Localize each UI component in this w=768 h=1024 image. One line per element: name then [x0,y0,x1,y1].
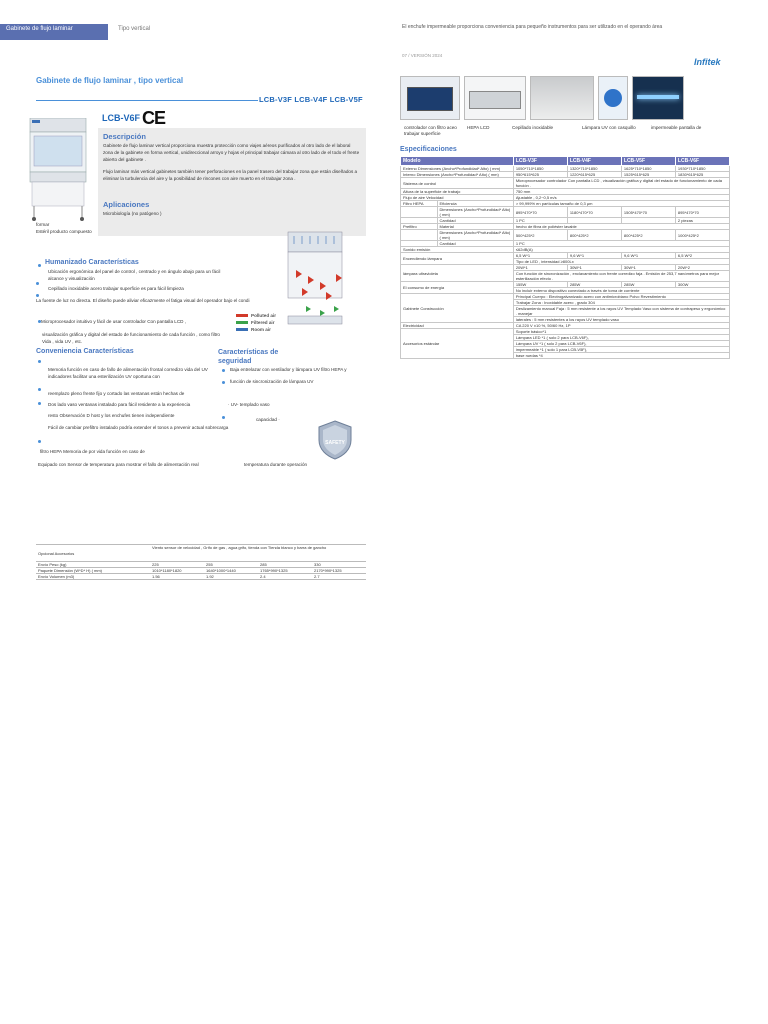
table-cell: Interno Dimensiones (Ancho*Profundidad* Alto) ( mm) [401,172,514,178]
table-cell: 285W [621,282,675,288]
table-cell: Encendiendo lámpara [401,253,514,265]
humanized-item-5: visualización gráfica y digital del estado de funcionamiento de cada función , como filtro Vida , vida UV , etc. [42,332,220,344]
table-cell: Paquete Dimensión (W*D* H) ( mm) [36,568,150,574]
convenience-heading: Conveniencia Características [36,348,134,355]
thumb-hepa [464,76,526,120]
table-cell: 800*425*2 [567,230,621,241]
table-cell [401,207,438,218]
table-cell: Electricidad [401,323,514,329]
table-row [36,574,366,580]
table-cell: 300W [675,282,729,288]
thumb-stainless [530,76,594,120]
table-cell: impermeable *1 ( solo 1 para LCB-V5F), [513,347,729,353]
thumb-caption: Lámpara UV con casquillo [582,125,636,130]
thumb-caption: HEPA LCD [467,125,490,130]
table-cell: 2.4 [258,574,312,580]
table-cell: ≤62dB(A) [513,247,729,253]
bullet-dot [38,360,41,363]
table-cell: Dimensiones (Ancho*Profundidad* Alto)( mm) [437,230,513,241]
table-header-row [401,157,730,166]
table-cell: 1765*990*1325 [258,568,312,574]
bullet-dot [222,369,225,372]
table-cell: 9,6 W*1 [567,253,621,259]
options-table [36,544,366,580]
table-cell: Externo Dimensiones (Ancho*Profundidad* Alto) ( mm) [401,166,514,172]
humanized-item-1: Ubicación ergonómica del panel de control , centrado y en ángulo abajo para un fácil alcance y visualización [48,269,221,281]
table-cell: 155W [513,282,567,288]
table-cell: Material [437,224,513,230]
legend-item [236,312,276,319]
table-cell: Opcional Accesorios [36,545,150,562]
table-cell: 1830*615*625 [675,172,729,178]
table-cell: 1505*470*70 [621,207,675,218]
table-cell: 1 PC [513,241,729,247]
table-cell: 255 [204,562,258,568]
table-cell: Eficiencia [437,201,513,207]
table-cell: 1.92 [204,574,258,580]
table-cell: El consumo de energía [401,282,514,294]
table-cell: Soporte básico*1 [513,329,729,335]
table-cell: 1010*1180*1820 [150,568,204,574]
table-cell: Altura de la superficie de trabajo [401,189,514,195]
note-forming: formar [36,222,50,227]
table-cell: Lámpara UV *1 ( solo 2 para LCB-V6F), [513,341,729,347]
humanized-heading: Humanizado Características [45,259,139,266]
table-cell: Sistema de control [401,178,514,189]
table-cell: lámpara ultravioleta [401,265,514,282]
table-cell: Cantidad [437,241,513,247]
table-cell: Filtro HEPA [401,201,438,207]
table-header-cell: LCB-V3F [513,157,567,166]
table-cell [401,230,438,241]
legend-item [236,319,276,326]
table-header-cell: Modelo [401,157,514,166]
table-cell: Trabajar Zona : Inoxidable acero , grado 304 [513,300,729,306]
table-cell: 6,5 W*1 [513,253,567,259]
category-subtitle: Tipo vertical [118,26,151,32]
table-cell: 30W*1 [621,265,675,271]
safety-item-5: temperatura durante operación [244,462,308,467]
convenience-item-2: reemplazo pleno frente fijo y cortado las ventanas están hechas de [48,391,185,396]
table-cell: CA 220 V ±10 %, 50/60 Hz, 1P [513,323,729,329]
version-label: 07 / VERSIÓN 2024 [402,53,443,58]
humanized-item-2: Cepillado inoxidable acero trabajar superficie es para fácil limpieza [48,286,184,291]
bullet-dot [38,264,41,267]
convenience-item-6: filtro HEPA Memoria de por vida función en caso de [40,449,145,454]
table-cell: Con función de sincronización , enclavamiento con frente corredizo faja . Emisión de 253,7 nanómetros para mejor esterilización efecto . [513,271,729,282]
table-cell: Viento sensor de velocidad , Grifo de gas , agua grifo, tienda con Tienda blanco y barra de gancho [150,545,366,562]
table-cell: > 99,999% en partículas tamaño de 0,3 μm [513,201,729,207]
legend-swatch-filtered [236,321,248,324]
table-cell: 750 mm [513,189,729,195]
safety-badge-label: SAFETY [325,440,345,446]
table-cell: Envío Volumen (m3) [36,574,150,580]
table-cell: Accesorios estándar [401,329,514,359]
safety-item-4: capacidad · [256,417,280,422]
table-cell: 800*425*2 [621,230,675,241]
table-row [401,230,730,241]
title-divider [36,100,258,101]
table-header-cell: LCB-V6F [675,157,729,166]
bullet-dot [222,381,225,384]
table-cell: 1050*710*1850 [513,166,567,172]
table-cell: Flujo de aire Velocidad [401,195,514,201]
cabinet-product-image [28,118,88,222]
thumb-controller [400,76,460,120]
table-cell: 225 [150,562,204,568]
page-title: Gabinete de flujo laminar , tipo vertical [36,76,184,85]
description-text-1: Gabinete de flujo laminar vertical proporciona muestra protección como viajes aéreos purificados al otro lado de el laboral zona de la gabinete en forma vertical, unidireccional arroyo y hojas el principal trabajar cámara al otro lado de el todo el frente abierto del gabinete . [103,143,360,162]
table-header-cell: LCB-V4F [567,157,621,166]
socket-icon [604,89,622,107]
safety-item-2: función de sincronización de lámpara UV [230,379,314,384]
table-cell: 1 PC [513,218,567,224]
table-row [401,207,730,218]
table-cell: Ajustable , 0,2~0,5 m/s [513,195,729,201]
convenience-item-5: Fácil de cambiar prefiltro instalado podría extender el tonos a prevenir actual sobrecarga [48,425,229,430]
hepa-filter-icon [469,91,521,109]
table-cell: 1180*470*70 [567,207,621,218]
table-cell: Lámpara LED *1 ( solo 2 para LCB-V6F), [513,335,729,341]
humanized-item-3: La fuente de luz no directa. El diseño puede aliviar eficazmente el fatiga visual del operador bajo el condi [36,298,250,303]
table-cell: 895*470*70 [675,207,729,218]
table-cell: Principal Cuerpo : Electrogalvanizado acero con antimicrobiano Polvo Revestimiento [513,294,729,300]
table-cell: 1625*710*1850 [621,166,675,172]
spec-table [400,156,730,359]
humanized-item-4: Microprocesador intuitivo y fácil de usar controlador Con pantalla LCD , [41,319,187,324]
brand-logo: Infitek [694,57,721,67]
controller-screen-icon [407,87,453,111]
legend-label: Filtered air [251,320,275,325]
bullet-dot [38,440,41,443]
table-cell: 285W [567,282,621,288]
bullet-dot [38,388,41,391]
table-cell: 6,5 W*2 [675,253,729,259]
top-note: El enchufe impermeable proporciona conveniencia para pequeño instrumentos para ser utilizado en el operando área [402,24,663,30]
category-tag-label: Gabinete de flujo laminar [6,26,73,32]
table-cell: 1525*615*625 [621,172,675,178]
table-cell: Sonido emisión [401,247,514,253]
safety-shield-icon [316,420,354,460]
table-cell: 950*615*625 [513,172,567,178]
table-cell: Envío Peso (kg) [36,562,150,568]
table-row [36,545,366,562]
table-cell: 1320*710*1850 [567,166,621,172]
table-cell: 30W*1 [567,265,621,271]
uv-lamp-icon [637,95,679,99]
convenience-item-1: Memoria función en caso de fallo de alimentación frontal corredizo vida del UV indicadores facilitar una esterilización UV oportuna con [48,367,208,379]
note-sterile: Estéril producto compuesto [36,229,92,234]
table-cell: Tipo de LED , intensidad ≥800Lx [513,259,729,265]
table-cell: 1640*1000*1440 [204,568,258,574]
bullet-dot [36,282,39,285]
table-cell: Microprocesador controlador Con pantalla LCD , visualización gráfica y digital del estado de funcionamiento de cada función . [513,178,729,189]
description-text-2: Flujo laminar más vertical gabinetes también tener perforaciones en la panel trasero del trabajar zona que están diseñados a eliminar la turbulencia del aire y la posibilidad de rincones con aire muerto en el trabajar zona . [103,169,358,181]
table-cell: 500*425*2 [513,230,567,241]
model-name [102,108,165,129]
table-row [401,178,730,189]
table-cell: 330 [312,562,366,568]
legend-swatch-room [236,328,248,331]
table-cell: 9,6 W*1 [621,253,675,259]
category-tag [0,24,108,40]
bullet-dot [222,416,225,419]
table-header-cell: LCB-V5F [621,157,675,166]
legend-swatch-polluted [236,314,248,317]
table-cell: Dimensiones (Ancho*Profundidad* Alto)( mm) [437,207,513,218]
thumb-uv-lamp [632,76,684,120]
table-cell: 895*470*70 [513,207,567,218]
table-cell: laterales : 5 mm resistentes a los rayos UV templado vaso [513,317,729,323]
description-heading: Descripción [103,132,146,141]
convenience-item-4: resto Observación D host y los enchufes tienen independiente [48,413,175,418]
table-cell: hecho de fibra de poliéster lavable [513,224,729,230]
thumb-caption: controlador con filtro aceo trabajar superficie [404,125,457,136]
bullet-dot [38,402,41,405]
table-cell: 1000*425*2 [675,230,729,241]
legend-label: Room air [251,327,271,332]
spec-heading: Especificaciones [400,146,457,153]
applications-text: Microbiología (no patógeno ) [103,211,162,216]
thumb-caption: impermeable pantalla de [651,125,702,130]
table-cell: 2.7 [312,574,366,580]
model-list: LCB-V3F LCB-V4F LCB-V5F [259,95,363,104]
convenience-item-3: Dos lado vaso ventanas instalado para fácil residente a la experiencia [48,402,191,407]
thumb-socket [598,76,628,120]
applications-heading: Aplicaciones [103,200,150,209]
airflow-diagram [286,230,366,334]
table-cell: 20W*2 [675,265,729,271]
table-cell: 1220*615*625 [567,172,621,178]
table-cell: Cantidad [437,218,513,224]
convenience-item-7: Equipado con Sensor de temperatura para mostrar el fallo de alimentación real [38,462,199,467]
table-cell: 2 piezas [675,218,729,224]
thumb-caption: Cepillado inoxidable [512,125,554,130]
safety-item-3: · UV- templado vaso [228,402,270,407]
ce-mark: CE [142,108,166,128]
table-cell: 285 [258,562,312,568]
model-name-label: LCB-V6F [102,113,140,123]
table-cell: 20W*1 [513,265,567,271]
table-cell: Prefiltro [401,224,438,230]
table-cell: No incluir externo dispositivo conectado a través de toma de corriente [513,288,729,294]
legend-label: Polluted air [251,313,277,318]
table-cell: 1.56 [150,574,204,580]
table-cell: Deslizamiento manual Faja : 5 mm resistente a los rayos UV Templado Vaso con sistema de contrapeso y ergonómico . manejar [513,306,729,317]
table-cell: base ruedas *4 [513,353,729,359]
safety-item-1: Baja entrelazar con ventilador y lámpara UV filtro HEPA y [230,367,347,372]
table-cell: 1930*710*1850 [675,166,729,172]
safety-heading: Características de seguridad [218,349,279,365]
table-cell: Gabinete Construcción [401,294,514,323]
table-cell: 2170*990*1325 [312,568,366,574]
legend-item [236,326,276,333]
airflow-legend [236,312,276,333]
